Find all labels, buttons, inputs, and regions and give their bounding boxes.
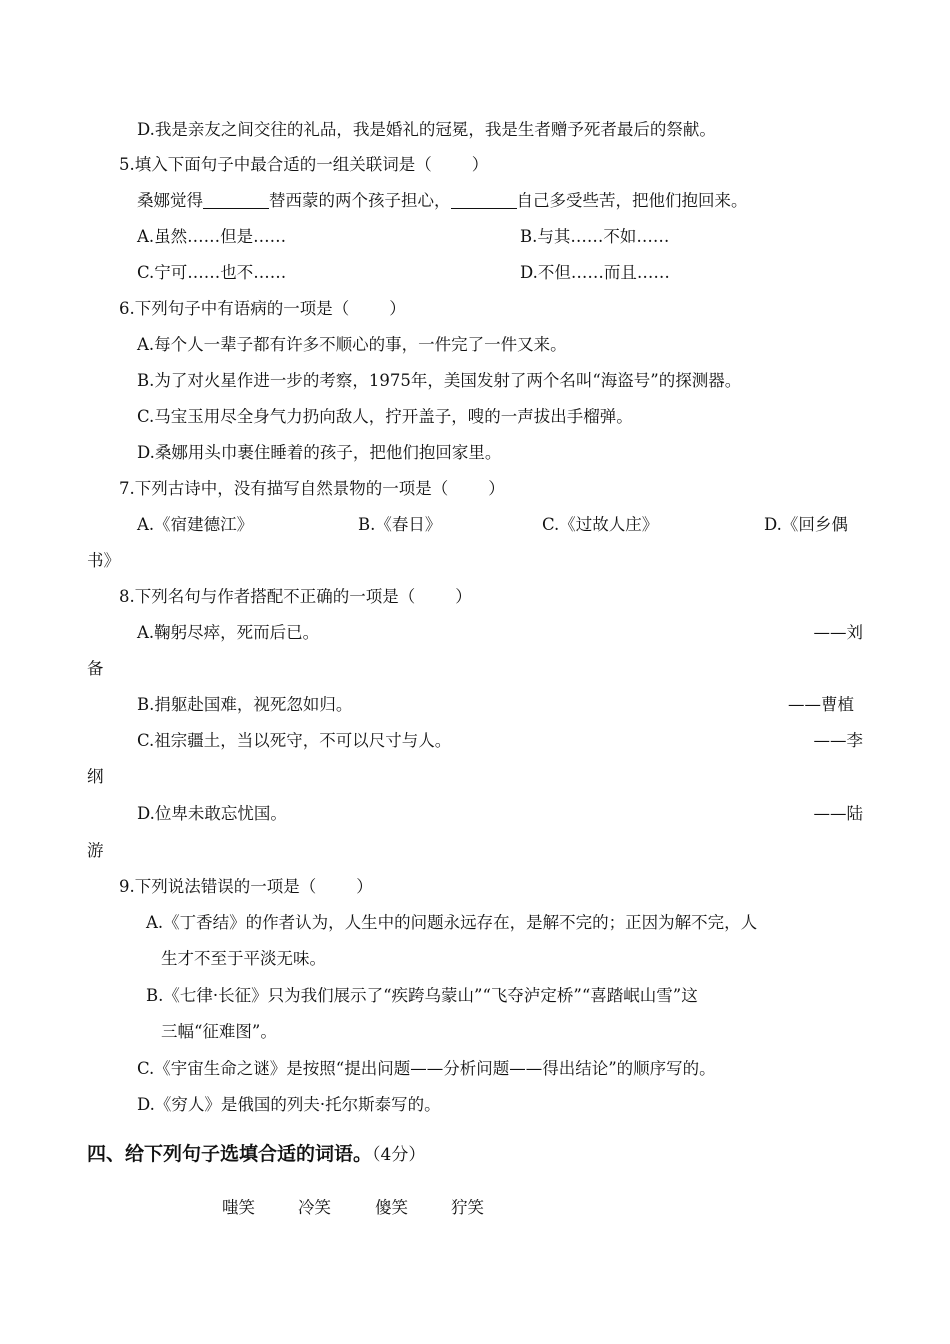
- fill-blank-2[interactable]: [451, 192, 517, 209]
- q6-stem-text: 6.下列句子中有语病的一项是（: [119, 299, 350, 318]
- q7-option-a: A.《宿建德江》: [137, 515, 254, 534]
- word-choice: 嗤笑: [222, 1198, 255, 1217]
- q7-option-c: C.《过故人庄》: [542, 515, 659, 534]
- q8-option-d: D.位卑未敢忘忧国。: [137, 804, 287, 823]
- word-choice: 狞笑: [451, 1198, 484, 1217]
- q7-stem-text: 7.下列古诗中，没有描写自然景物的一项是（: [119, 479, 449, 498]
- q9-option-a-line2: 生才不至于平淡无味。: [161, 949, 326, 968]
- q8-option-d-wrap: 游: [87, 841, 104, 860]
- q6-option-d: D.桑娜用头巾裹住睡着的孩子，把他们抱回家里。: [137, 443, 502, 462]
- q8-stem-text: 8.下列名句与作者搭配不正确的一项是（: [119, 587, 416, 606]
- q8-option-a-wrap: 备: [87, 659, 104, 678]
- fill-blank-1[interactable]: [203, 192, 269, 209]
- q8-option-a: A.鞠躬尽瘁，死而后已。: [137, 623, 320, 642]
- q5-sentence: [137, 190, 748, 212]
- q8-option-c-wrap: 纲: [87, 767, 104, 786]
- q5-sentence-part1: 桑娜觉得: [137, 191, 203, 210]
- q5-sentence-part2: 替西蒙的两个孩子担心，: [269, 191, 451, 210]
- q7-option-d: D.《回乡偶: [764, 515, 848, 534]
- q6-option-b: B.为了对火星作进一步的考察，1975年，美国发射了两个名叫“海盗号”的探测器。: [137, 371, 742, 390]
- word-choice: 傻笑: [375, 1198, 408, 1217]
- q8-option-b: B.捐躯赴国难，视死忽如归。: [137, 695, 353, 714]
- q8-stem: [119, 586, 472, 608]
- q7-option-d-wrap: 书》: [87, 551, 120, 570]
- q5-option-d: D.不但……而且……: [520, 263, 670, 282]
- q8-option-b-author: ——曹植: [788, 695, 854, 714]
- q8-stem-close: ）: [455, 587, 472, 606]
- q8-option-a-author: ——刘: [813, 623, 863, 642]
- q7-option-b: B.《春日》: [358, 515, 442, 534]
- q7-stem-close: ）: [488, 479, 505, 498]
- q9-option-b-line1: B.《七律·长征》只为我们展示了“疾跨乌蒙山”“飞夺泸定桥”“喜踏岷山雪”这: [146, 986, 698, 1005]
- q8-option-d-author: ——陆: [813, 804, 863, 823]
- q9-option-a-line1: A.《丁香结》的作者认为，人生中的问题永远存在，是解不完的；正因为解不完，人: [146, 913, 758, 932]
- q8-option-c-author: ——李: [813, 731, 863, 750]
- q6-stem: [119, 298, 406, 320]
- q9-option-d: D.《穷人》是俄国的列夫·托尔斯泰写的。: [137, 1095, 441, 1114]
- q5-option-c: C.宁可……也不……: [137, 263, 287, 282]
- q9-stem-close: ）: [356, 877, 373, 896]
- q6-option-c: C.马宝玉用尽全身气力扔向敌人，拧开盖子，嗖的一声拔出手榴弹。: [137, 407, 633, 426]
- q5-stem: [119, 154, 488, 176]
- q5-option-a: A.虽然……但是……: [137, 227, 287, 246]
- section4-title: [87, 1141, 425, 1168]
- q9-option-b-line2: 三幅“征难图”。: [161, 1022, 277, 1041]
- word-choice: 冷笑: [298, 1198, 331, 1217]
- q9-option-c: C.《宇宙生命之谜》是按照“提出问题——分析问题——得出结论”的顺序写的。: [137, 1059, 716, 1078]
- q5-sentence-part3: 自己多受些苦，把他们抱回来。: [516, 191, 748, 210]
- q4-option-d: D.我是亲友之间交往的礼品，我是婚礼的冠冕，我是生者赠予死者最后的祭献。: [137, 120, 716, 139]
- section4-points: （4分）: [372, 1145, 426, 1165]
- q5-stem-close: ）: [471, 155, 489, 174]
- q8-option-c: C.祖宗疆土，当以死守，不可以尺寸与人。: [137, 731, 452, 750]
- q9-stem: [119, 876, 373, 898]
- q9-stem-text: 9.下列说法错误的一项是（: [119, 877, 317, 896]
- q5-option-b: B.与其……不如……: [520, 227, 670, 246]
- section4-title-text: 四、给下列句子选填合适的词语。: [87, 1143, 373, 1165]
- q7-stem: [119, 478, 505, 500]
- q6-stem-close: ）: [389, 299, 406, 318]
- q5-stem-text: 5.填入下面句子中最合适的一组关联词是（: [119, 155, 432, 174]
- q6-option-a: A.每个人一辈子都有许多不顺心的事，一件完了一件又来。: [137, 335, 567, 354]
